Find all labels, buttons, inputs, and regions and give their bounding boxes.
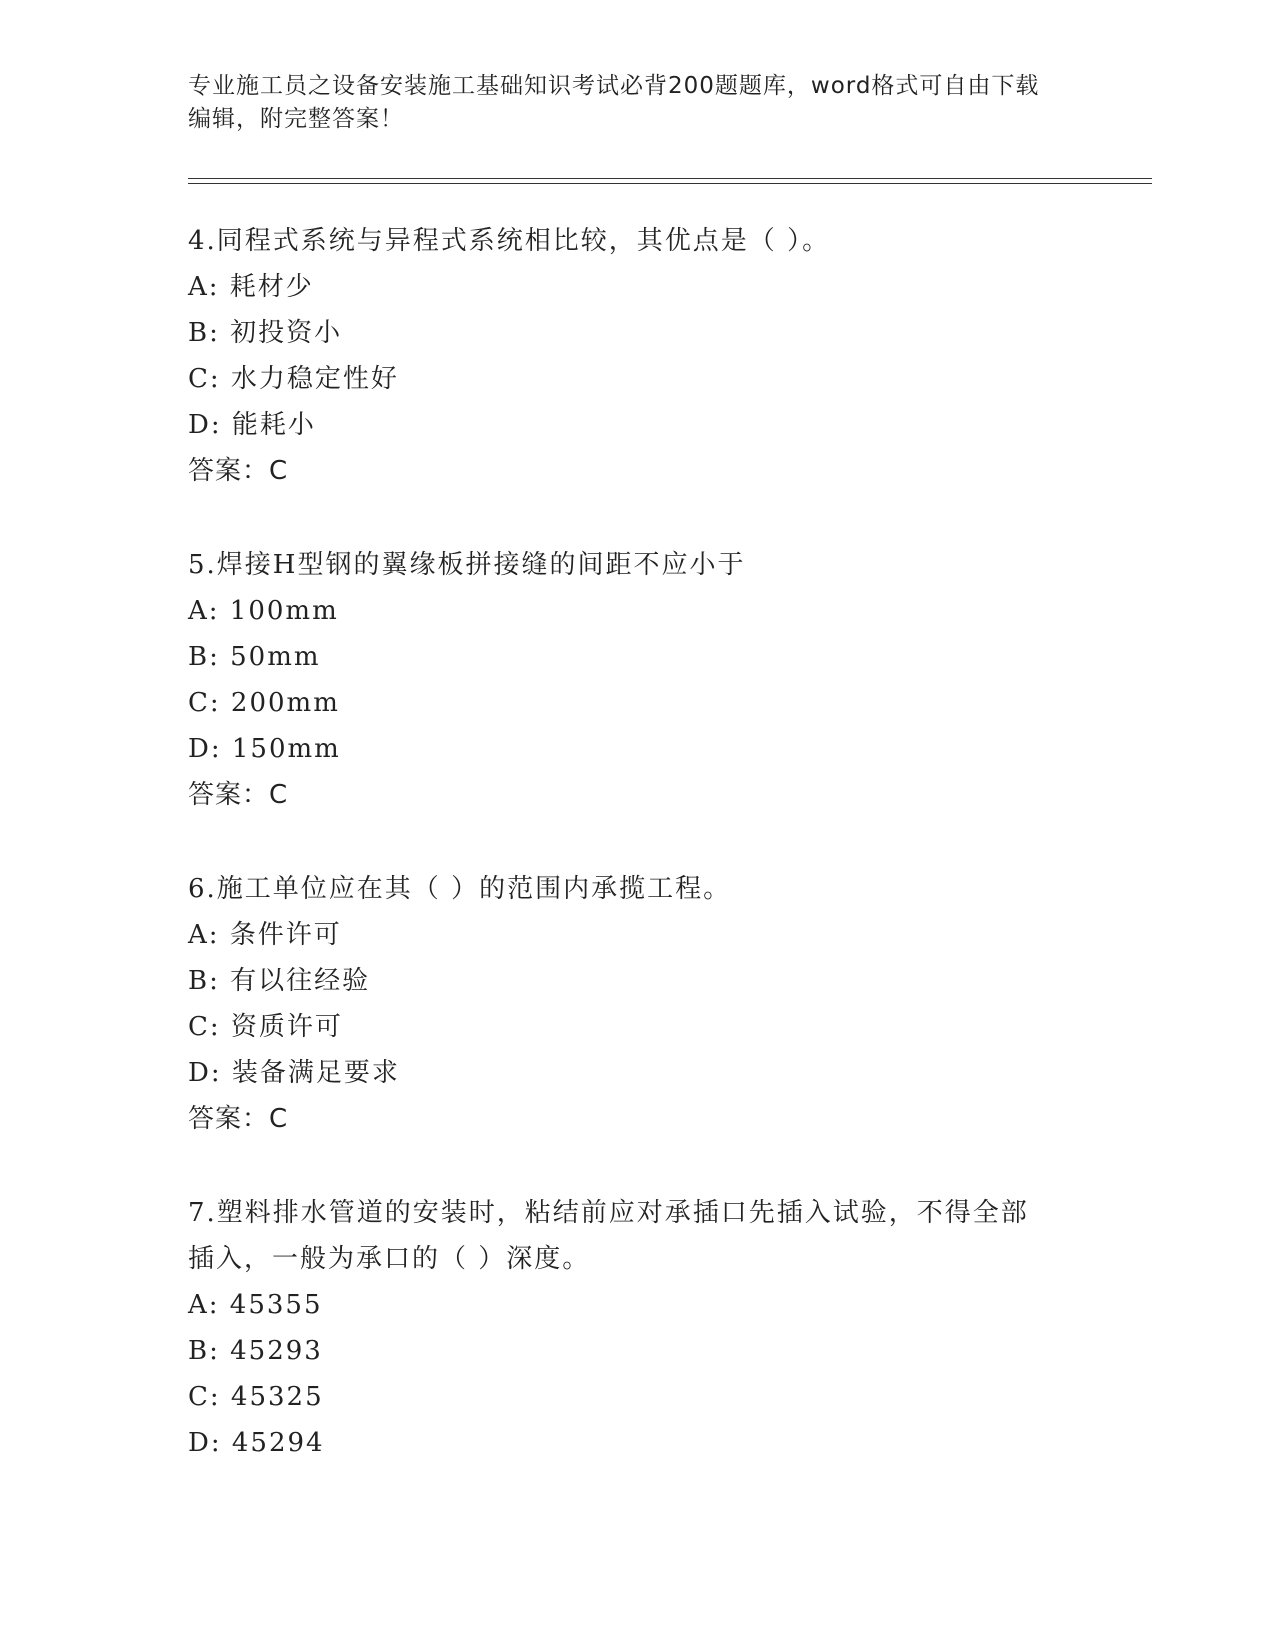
question-text-line-2: 插入，一般为承口的（ ）深度。	[188, 1244, 591, 1274]
option-b: B: 50mm	[188, 642, 321, 672]
header-line-2: 编辑，附完整答案！	[188, 106, 404, 132]
option-b: B: 有以往经验	[188, 966, 371, 996]
option-c: C: 水力稳定性好	[188, 364, 399, 394]
option-b: B: 45293	[188, 1336, 323, 1366]
question-text: 5.焊接H型钢的翼缘板拼接缝的间距不应小于	[188, 550, 746, 580]
option-a: A: 耗材少	[188, 272, 314, 302]
question-5	[188, 542, 1088, 818]
header-divider-top	[188, 178, 1152, 179]
answer: 答案：C	[188, 456, 289, 486]
answer: 答案：C	[188, 780, 289, 810]
document-header	[188, 70, 1088, 136]
header-divider-bottom	[188, 183, 1152, 184]
answer: 答案：C	[188, 1104, 289, 1134]
question-text: 6.施工单位应在其（ ）的范围内承揽工程。	[188, 874, 732, 904]
option-c: C: 45325	[188, 1382, 324, 1412]
question-text-line-1: 7.塑料排水管道的安装时，粘结前应对承插口先插入试验，不得全部	[188, 1198, 1029, 1228]
option-a: A: 100mm	[188, 596, 339, 626]
option-c: C: 200mm	[188, 688, 340, 718]
question-6	[188, 866, 1088, 1142]
option-d: D: 装备满足要求	[188, 1058, 400, 1088]
question-text: 4.同程式系统与异程式系统相比较，其优点是（ ）。	[188, 226, 831, 256]
header-line-1: 专业施工员之设备安装施工基础知识考试必背200题题库，word格式可自由下载	[188, 73, 1040, 99]
option-d: D: 45294	[188, 1428, 325, 1458]
question-7	[188, 1190, 1088, 1466]
option-c: C: 资质许可	[188, 1012, 343, 1042]
question-4	[188, 218, 1088, 494]
option-d: D: 150mm	[188, 734, 341, 764]
option-b: B: 初投资小	[188, 318, 343, 348]
option-a: A: 条件许可	[188, 920, 342, 950]
option-a: A: 45355	[188, 1290, 323, 1320]
option-d: D: 能耗小	[188, 410, 316, 440]
